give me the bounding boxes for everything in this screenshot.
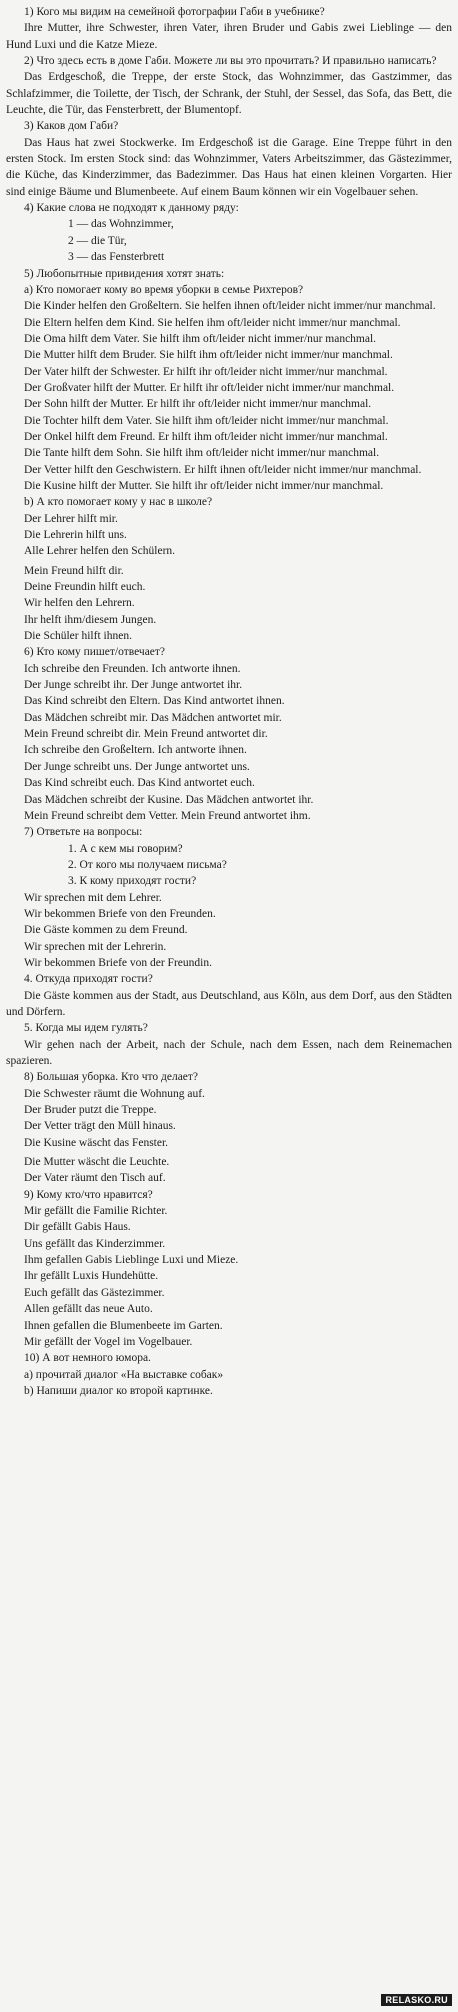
- text-line: 1. А с кем мы говорим?: [68, 842, 183, 855]
- text-line: Die Mutter wäscht die Leuchte.: [24, 1156, 170, 1169]
- text-line: 3) Каков дом Габи?: [24, 120, 119, 133]
- text-line: Mir gefällt die Familie Richter.: [24, 1205, 168, 1218]
- text-line: a) Кто помогает кому во время уборки в семье Рихтеров?: [24, 283, 304, 296]
- text-line: Wir bekommen Briefe von der Freundin.: [24, 956, 212, 969]
- text-line: b) Напиши диалог ко второй картинке.: [24, 1384, 213, 1397]
- text-line: 6) Кто кому пишет/отвечает?: [24, 646, 166, 659]
- text-line: Die Tochter hilft dem Vater. Sie hilft ihm oft/leider nicht immer/nur manchmal.: [24, 414, 389, 427]
- text-line: Der Vater räumt den Tisch auf.: [24, 1172, 166, 1185]
- text-line: 5. Когда мы идем гулять?: [24, 1022, 148, 1035]
- text-line: Der Lehrer hilft mir.: [24, 512, 118, 525]
- text-line: 5) Любопытные привидения хотят знать:: [24, 267, 225, 280]
- text-line: Mein Freund schreibt dir. Mein Freund antwortet dir.: [24, 728, 268, 741]
- text-line: Der Vater hilft der Schwester. Er hilft ihr oft/leider nicht immer/nur manchmal.: [24, 365, 388, 378]
- text-line: Die Lehrerin hilft uns.: [24, 529, 127, 541]
- text-line: Der Vetter hilft den Geschwistern. Er hilft ihnen oft/leider nicht immer/nur manchmal.: [24, 463, 422, 476]
- text-line: Wir sprechen mit dem Lehrer.: [24, 891, 162, 904]
- text-line: 7) Ответьте на вопросы:: [24, 826, 143, 839]
- text-line: Die Schwester räumt die Wohnung auf.: [24, 1087, 205, 1100]
- text-line: Ihm gefallen Gabis Lieblinge Luxi und Mieze.: [24, 1254, 239, 1267]
- site-watermark: RELASKO.RU: [381, 1994, 452, 2006]
- text-line: 2 — die Tür,: [68, 234, 127, 247]
- text-line: Der Sohn hilft der Mutter. Er hilft ihr oft/leider nicht immer/nur manchmal.: [24, 398, 372, 411]
- text-line: Die Kusine wäscht das Fenster.: [24, 1136, 169, 1149]
- text-line: Dir gefällt Gabis Haus.: [24, 1221, 131, 1234]
- text-line: Wir gehen nach der Arbeit, nach der Schule, nach dem Essen, nach dem Reinemachen spazieren.: [6, 1038, 452, 1067]
- text-line: Der Onkel hilft dem Freund. Er hilft ihm oft/leider nicht immer/nur manchmal.: [24, 430, 388, 443]
- text-line: Das Mädchen schreibt mir. Das Mädchen antwortet mir.: [24, 711, 282, 724]
- text-line: 3. К кому приходят гости?: [68, 875, 197, 888]
- text-line: Die Kusine hilft der Mutter. Sie hilft ihr oft/leider nicht immer/nur manchmal.: [24, 479, 384, 492]
- text-line: Deine Freundin hilft euch.: [24, 581, 146, 594]
- text-line: 4. Откуда приходят гости?: [24, 973, 153, 986]
- text-line: Ihr gefällt Luxis Hundehütte.: [24, 1270, 159, 1283]
- text-line: Der Großvater hilft der Mutter. Er hilft ihr oft/leider nicht immer/nur manchmal.: [24, 381, 395, 394]
- text-line: Das Kind schreibt den Eltern. Das Kind antwortet ihnen.: [24, 695, 285, 708]
- text-line: Allen gefällt das neue Auto.: [24, 1303, 153, 1316]
- text-line: Die Oma hilft dem Vater. Sie hilft ihm oft/leider nicht immer/nur manchmal.: [24, 332, 377, 345]
- text-line: Ihnen gefallen die Blumenbeete im Garten.: [24, 1319, 223, 1332]
- text-line: Der Bruder putzt die Treppe.: [24, 1104, 157, 1117]
- text-line: 1) Кого мы видим на семейной фотографии Габи в учебнике?: [24, 6, 325, 18]
- text-line: 9) Кому кто/что нравится?: [24, 1188, 153, 1201]
- text-line: Das Mädchen schreibt der Kusine. Das Mädchen antwortet ihr.: [24, 793, 314, 806]
- text-line: Das Kind schreibt euch. Das Kind antwortet euch.: [24, 777, 255, 790]
- text-line: Ihr helft ihm/diesem Jungen.: [24, 613, 157, 626]
- text-line: Euch gefällt das Gästezimmer.: [24, 1286, 165, 1299]
- text-line: 2) Что здесь есть в доме Габи. Можете ли вы это прочитать? И правильно написать?: [24, 55, 437, 68]
- text-line: Das Erdgeschoß, die Treppe, der erste Stock, das Wohnzimmer, das Gastzimmer, das Schlafzimmer, die Toilette, der Tisch, der Schrank, der Stuhl, der Sessel, das Sofa, das Bett, die Leuchte, die Tür, das Fensterbrett, der Blumentopf.: [6, 71, 452, 117]
- text-line: Ihre Mutter, ihre Schwester, ihren Vater, ihren Bruder und Gabis zwei Lieblinge — den Hund Luxi und die Katze Mieze.: [6, 22, 452, 51]
- text-line: 4) Какие слова не подходят к данному ряду:: [24, 202, 239, 215]
- text-line: Die Kinder helfen den Großeltern. Sie helfen ihnen oft/leider nicht immer/nur manchmal.: [24, 300, 436, 313]
- text-line: Wir sprechen mit der Lehrerin.: [24, 940, 167, 953]
- text-line: b) А кто помогает кому у нас в школе?: [24, 496, 213, 509]
- text-line: а) прочитай диалог «На выставке собак»: [24, 1368, 224, 1381]
- text-line: Wir bekommen Briefe von den Freunden.: [24, 907, 216, 920]
- text-line: Die Gäste kommen zu dem Freund.: [24, 924, 188, 937]
- text-line: Die Gäste kommen aus der Stadt, aus Deutschland, aus Köln, aus dem Dorf, aus den Städten und Dörfern.: [6, 989, 452, 1018]
- text-line: Ich schreibe den Freunden. Ich antworte ihnen.: [24, 662, 241, 675]
- text-line: Mein Freund hilft dir.: [24, 564, 124, 577]
- text-line: Die Schüler hilft ihnen.: [24, 630, 132, 643]
- text-line: Die Mutter hilft dem Bruder. Sie hilft ihm oft/leider nicht immer/nur manchmal.: [24, 349, 393, 362]
- text-line: Mein Freund schreibt dem Vetter. Mein Freund antwortet ihm.: [24, 809, 311, 822]
- text-line: 8) Большая уборка. Кто что делает?: [24, 1071, 199, 1084]
- text-line: Ich schreibe den Großeltern. Ich antworte ihnen.: [24, 744, 247, 757]
- text-line: 1 — das Wohnzimmer,: [68, 218, 174, 231]
- text-line: Der Junge schreibt uns. Der Junge antwortet uns.: [24, 760, 250, 773]
- text-line: Das Haus hat zwei Stockwerke. Im Erdgeschoß ist die Garage. Eine Treppe führt in den ersten Stock. Im ersten Stock sind: das Wohnzimmer, Vaters Arbeitszimmer, das Gästezimmer, die Küche, das Kinderzimmer, das Badezimmer. Das Haus hat einen kleinen Vorgarten. Hier sind einige Bäume und Blumenbeete. Auf einem Baum können wir ein Vogelbauer sehen.: [6, 136, 452, 198]
- text-line: Wir helfen den Lehrern.: [24, 597, 135, 610]
- text-line: 3 — das Fensterbrett: [68, 251, 165, 264]
- text-line: Uns gefällt das Kinderzimmer.: [24, 1237, 166, 1250]
- text-line: Alle Lehrer helfen den Schülern.: [24, 545, 176, 558]
- text-line: Die Eltern helfen dem Kind. Sie helfen ihm oft/leider nicht immer/nur manchmal.: [24, 316, 401, 329]
- text-line: Mir gefällt der Vogel im Vogelbauer.: [24, 1335, 193, 1348]
- text-line: Der Vetter trägt den Müll hinaus.: [24, 1120, 176, 1133]
- text-line: Die Tante hilft dem Sohn. Sie hilft ihm oft/leider nicht immer/nur manchmal.: [24, 447, 380, 460]
- text-line: 2. От кого мы получаем письма?: [68, 858, 227, 871]
- text-line: 10) А вот немного юмора.: [24, 1352, 151, 1365]
- text-line: Der Junge schreibt ihr. Der Junge antwortet ihr.: [24, 679, 243, 692]
